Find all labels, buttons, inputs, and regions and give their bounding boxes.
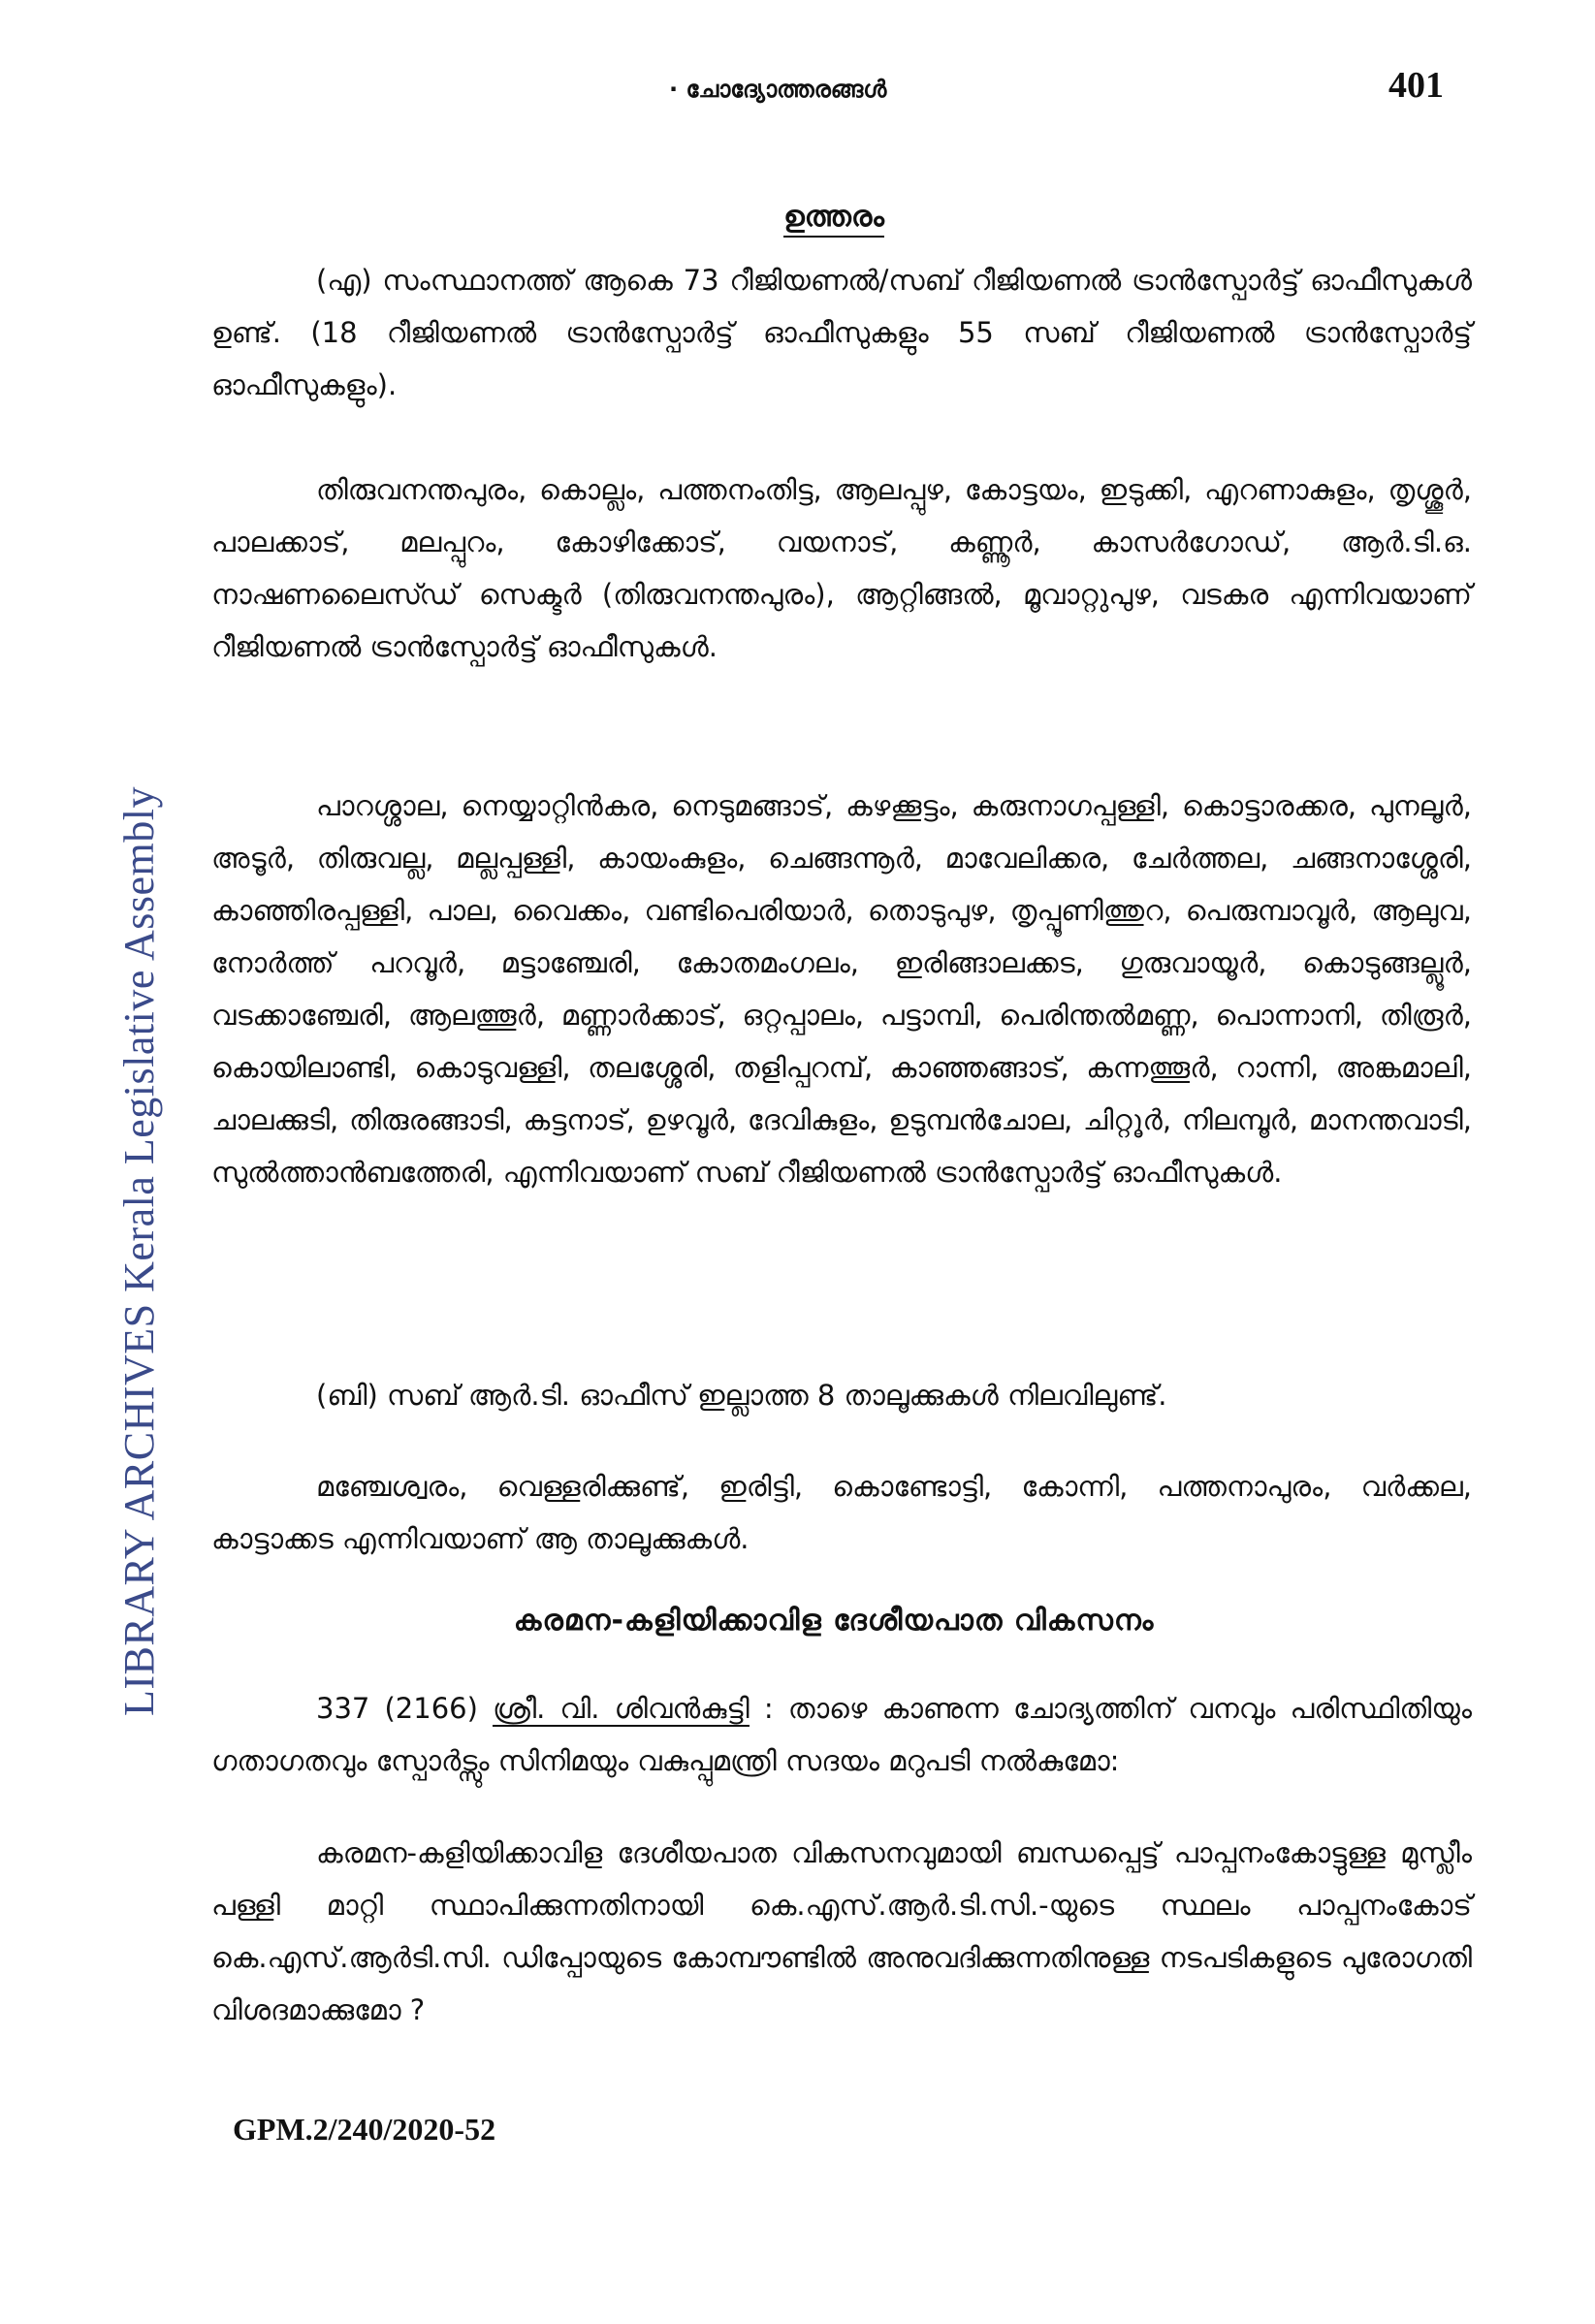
question-intro-paragraph: [211, 1682, 1472, 1787]
answer-heading-text: ഉത്തരം: [783, 200, 884, 238]
member-name: ശ്രീ. വി. ശിവൻകുട്ടി: [493, 1692, 750, 1725]
answer-paragraph-a: (എ) സംസ്ഥാനത്ത് ആകെ 73 റീജിയണൽ/സബ് റീജിയണൽ ട്രാൻസ്പോർട്ട് ഓഫീസുകൾ ഉണ്ട്. (18 റീജിയണൽ ട്രാൻസ്പോർട്ട് ഓഫീസുകളും 55 സബ് റീജിയണൽ ട്രാൻസ്പോർട്ട് ഓഫീസുകളും).: [211, 264, 1472, 401]
taluks-paragraph: മഞ്ചേശ്വരം, വെള്ളരിക്കുണ്ട്, ഇരിട്ടി, കൊണ്ടോട്ടി, കോന്നി, പത്തനാപുരം, വർക്കല, കാട്ടാക്കട എന്നിവയാണ് ആ താലൂക്കുകൾ.: [211, 1470, 1472, 1555]
regional-offices-paragraph: തിരുവനന്തപുരം, കൊല്ലം, പത്തനംതിട്ട, ആലപ്പുഴ, കോട്ടയം, ഇടുക്കി, എറണാകുളം, തൃശ്ശൂർ, പാലക്കാട്, മലപ്പുറം, കോഴിക്കോട്, വയനാട്, കണ്ണൂർ, കാസർഗോഡ്, ആർ.ടി.ഒ. നാഷണലൈസ്ഡ് സെക്ടർ (തിരുവനന്തപുരം), ആറ്റിങ്ങൽ, മൂവാറ്റുപുഴ, വടകര എന്നിവയാണ് റീജിയണൽ ട്രാൻസ്പോർട്ട് ഓഫീസുകൾ.: [211, 473, 1472, 663]
print-code: GPM.2/240/2020-52: [233, 2112, 496, 2147]
question-section-heading: കരമന-കളിയിക്കാവിള ദേശീയപാത വികസനം: [513, 1604, 1155, 1638]
sub-question-paragraph: കരമന-കളിയിക്കാവിള ദേശീയപാത വികസനവുമായി ബന്ധപ്പെട്ട് പാപ്പനംകോട്ടുള്ള മുസ്ലീം പള്ളി മാറ്റി സ്ഥാപിക്കുന്നതിനായി കെ.എസ്.ആർ.ടി.സി.-യുടെ സ്ഥലം പാപ്പനംകോട് കെ.എസ്.ആർടി.സി. ഡിപ്പോയുടെ കോമ്പൗണ്ടിൽ അനുവദിക്കുന്നതിനുള്ള നടപടികളുടെ പുരോഗതി വിശദമാക്കുമോ ?: [211, 1836, 1472, 2026]
answer-paragraph-b: (ബി) സബ് ആർ.ടി. ഓഫീസ് ഇല്ലാത്ത 8 താലൂക്കുകൾ നിലവിലുണ്ട്.: [316, 1379, 1167, 1412]
running-head: · ചോദ്യോത്തരങ്ങൾ: [669, 76, 887, 103]
answer-heading: [213, 200, 1454, 234]
page-number: 401: [1388, 65, 1444, 106]
question-intro-text: : താഴെ കാണുന്ന ചോദ്യത്തിന് വനവും പരിസ്ഥിതിയും ഗതാഗതവും സ്പോർട്സും സിനിമയും വകുപ്പുമന്ത്രി സദയം മറുപടി നൽകുമോ:: [211, 1692, 1473, 1777]
question-number: 337 (2166): [316, 1692, 478, 1725]
sub-regional-offices-paragraph: പാറശ്ശാല, നെയ്യാറ്റിൻകര, നെടുമങ്ങാട്, കഴക്കൂട്ടം, കരുനാഗപ്പള്ളി, കൊട്ടാരക്കര, പുനലൂർ, അടൂർ, തിരുവല്ല, മല്ലപ്പള്ളി, കായംകുളം, ചെങ്ങന്നൂർ, മാവേലിക്കര, ചേർത്തല, ചങ്ങനാശ്ശേരി, കാഞ്ഞിരപ്പള്ളി, പാല, വൈക്കം, വണ്ടിപെരിയാർ, തൊടുപുഴ, തൃപ്പൂണിത്തുറ, പെരുമ്പാവൂർ, ആലുവ, നോർത്ത് പറവൂർ, മട്ടാഞ്ചേരി, കോതമംഗലം, ഇരിങ്ങാലക്കട, ഗുരുവായൂർ, കൊടുങ്ങല്ലൂർ, വടക്കാഞ്ചേരി, ആലത്തൂർ, മണ്ണാർക്കാട്, ഒറ്റപ്പാലം, പട്ടാമ്പി, പെരിന്തൽമണ്ണ, പൊന്നാനി, തിരൂർ, കൊയിലാണ്ടി, കൊടുവള്ളി, തലശ്ശേരി, തളിപ്പറമ്പ്, കാഞ്ഞങ്ങാട്, കന്നത്തൂർ, റാന്നി, അങ്കമാലി, ചാലക്കുടി, തിരുരങ്ങാടി, കട്ടനാട്, ഉഴവൂർ, ദേവികുളം, ഉടുമ്പൻചോല, ചിറ്റൂർ, നിലമ്പൂർ, മാനന്തവാടി, സുൽത്താൻബത്തേരി, എന്നിവയാണ് സബ് റീജിയണൽ ട്രാൻസ്പോർട്ട് ഓഫീസുകൾ.: [211, 789, 1472, 1189]
archive-watermark: LIBRARY ARCHIVES Kerala Legislative Assembly: [115, 786, 163, 1716]
